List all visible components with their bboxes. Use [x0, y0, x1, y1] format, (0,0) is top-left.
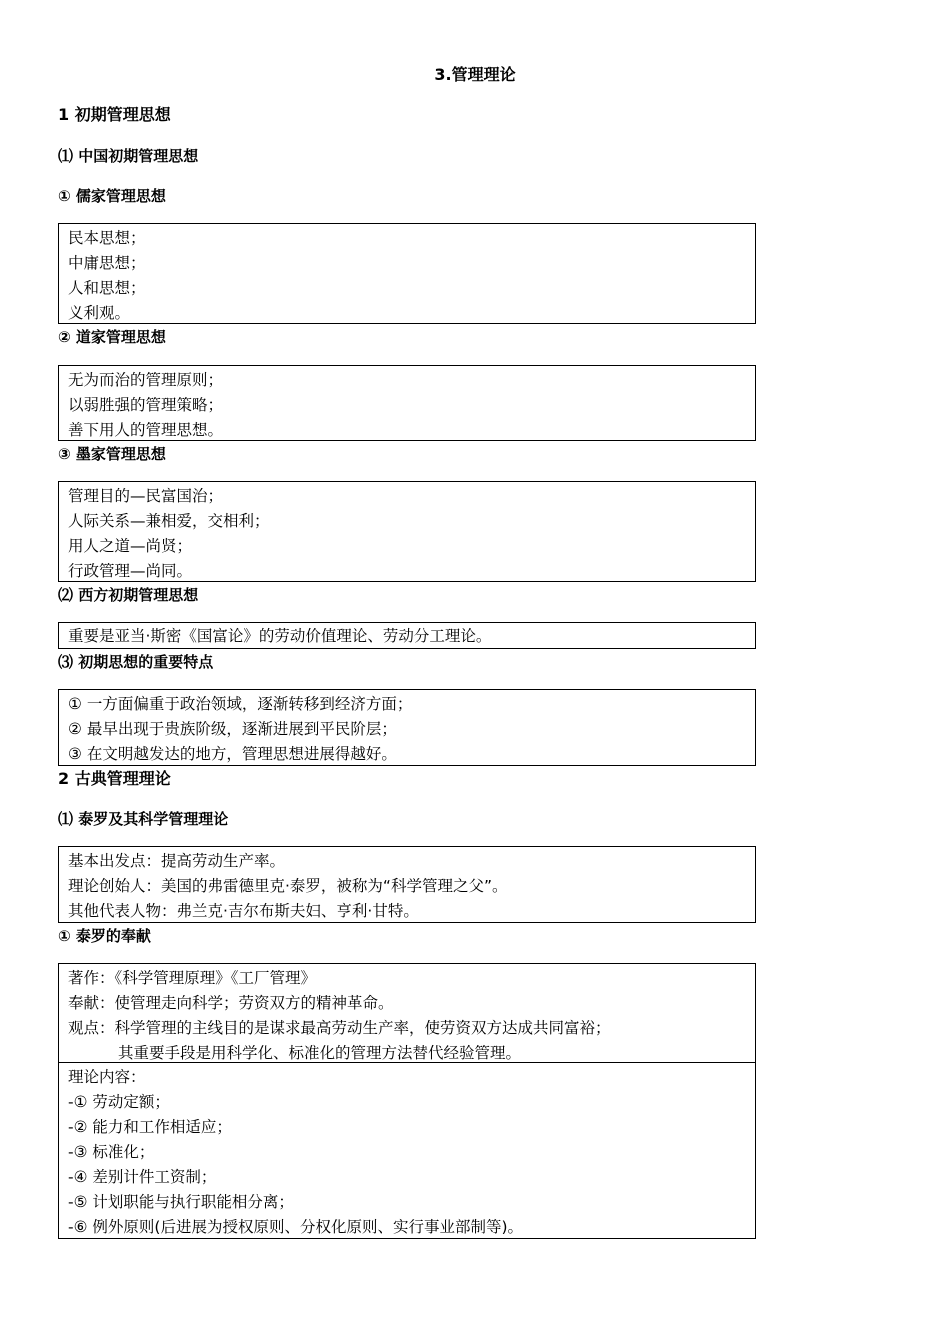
list-item: 义利观。 — [68, 304, 131, 322]
box-western — [58, 622, 756, 649]
list-item: -② 能力和工作相适应； — [68, 1118, 232, 1136]
list-item: ① 一方面偏重于政治领域，逐渐转移到经济方面； — [68, 695, 413, 713]
list-item: 基本出发点：提高劳动生产率。 — [68, 852, 286, 870]
heading-taoist: ② 道家管理思想 — [58, 328, 166, 346]
heading-confucian: ① 儒家管理思想 — [58, 187, 166, 205]
list-item: 民本思想； — [68, 229, 146, 247]
list-item: 用人之道—尚贤； — [68, 537, 193, 555]
list-item: 著作：《科学管理原理》《工厂管理》 — [68, 969, 317, 987]
box-taylor-contribution — [58, 963, 756, 1239]
list-item: 人际关系—兼相爱，交相利； — [68, 512, 270, 530]
list-item: 人和思想； — [68, 279, 146, 297]
heading-features: ⑶ 初期思想的重要特点 — [58, 653, 214, 671]
heading-mohist: ③ 墨家管理思想 — [58, 445, 166, 463]
heading-taylor-contribution: ① 泰罗的奉献 — [58, 927, 151, 945]
heading-western: ⑵ 西方初期管理思想 — [58, 586, 199, 604]
list-item: 理论内容： — [68, 1068, 146, 1086]
list-item: ② 最早出现于贵族阶级，逐渐进展到平民阶层； — [68, 720, 397, 738]
list-item: -① 劳动定额； — [68, 1093, 170, 1111]
list-item: 观点：科学管理的主线目的是谋求最高劳动生产率，使劳资双方达成共同富裕； — [68, 1019, 611, 1037]
box-features — [58, 689, 756, 766]
list-item: -⑤ 计划职能与执行职能相分离； — [68, 1193, 294, 1211]
list-item: 无为而治的管理原则； — [68, 371, 224, 389]
list-item: 其重要手段是用科学化、标准化的管理方法替代经验管理。 — [118, 1044, 522, 1062]
list-item: -③ 标准化； — [68, 1143, 155, 1161]
heading-2: 2 古典管理理论 — [58, 769, 171, 788]
box-taoist — [58, 365, 756, 441]
list-item: 管理目的—民富国治； — [68, 487, 224, 505]
list-item: 中庸思想； — [68, 254, 146, 272]
list-item: ③ 在文明越发达的地方，管理思想进展得越好。 — [68, 745, 397, 763]
list-item: 行政管理—尚同。 — [68, 562, 193, 580]
heading-2-1: ⑴ 泰罗及其科学管理理论 — [58, 810, 229, 828]
list-item: 重要是亚当·斯密《国富论》的劳动价值理论、劳动分工理论。 — [68, 627, 492, 645]
list-item: -⑥ 例外原则(后进展为授权原则、分权化原则、实行事业部制等)。 — [68, 1218, 524, 1236]
list-item: 奉献：使管理走向科学；劳资双方的精神革命。 — [68, 994, 394, 1012]
heading-1: 1 初期管理思想 — [58, 105, 171, 124]
list-item: 以弱胜强的管理策略； — [68, 396, 224, 414]
box-taylor-intro — [58, 846, 756, 923]
list-item: 理论创始人：美国的弗雷德里克·泰罗，被称为“科学管理之父”。 — [68, 877, 508, 895]
box-confucian — [58, 223, 756, 324]
list-item: 其他代表人物：弗兰克·吉尔布斯夫妇、亨利·甘特。 — [68, 902, 419, 920]
page-title: 3.管理理论 — [434, 65, 516, 84]
heading-1-1: ⑴ 中国初期管理思想 — [58, 147, 199, 165]
list-item: 善下用人的管理思想。 — [68, 421, 224, 439]
list-item: -④ 差别计件工资制； — [68, 1168, 217, 1186]
box-mohist — [58, 481, 756, 582]
